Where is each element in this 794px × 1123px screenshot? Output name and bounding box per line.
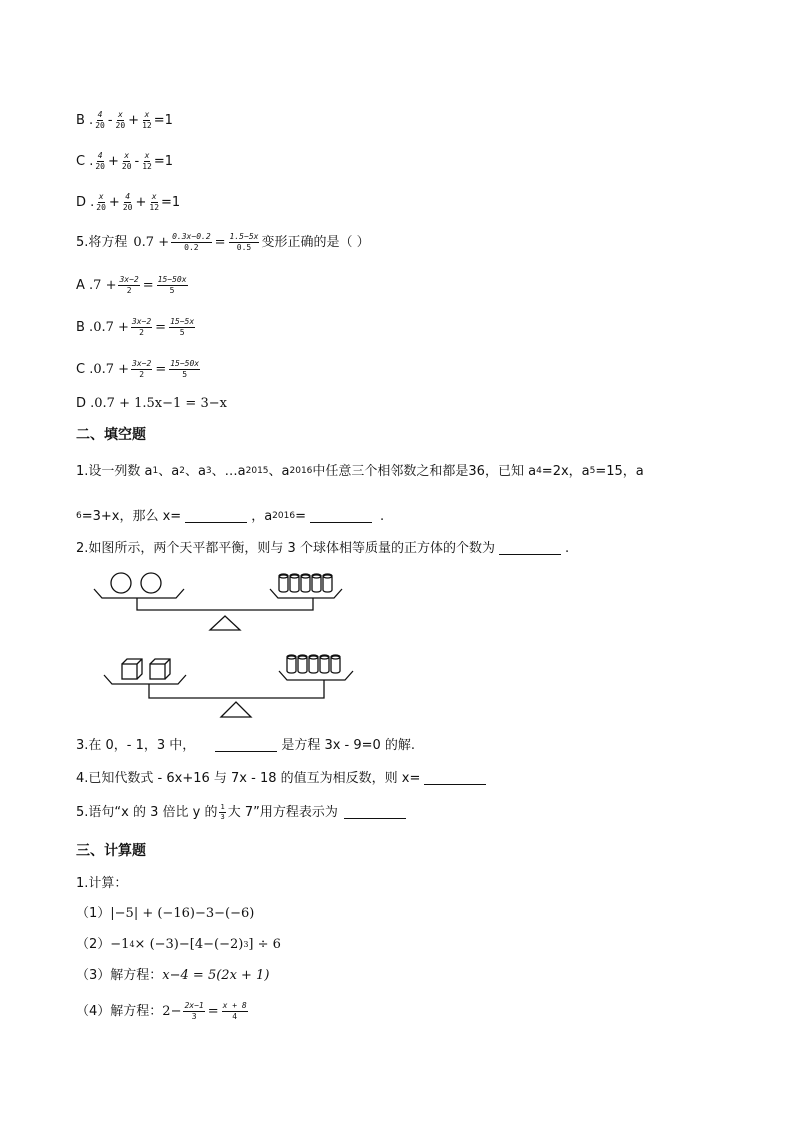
option-d: D . $\frac{x}{20}$ + $\frac{4}{20}$ + $\frac{x}{12}$ =1 [76,192,181,212]
calc-part-3: （3） 解方程： x−4 = 5(2x + 1) [76,968,270,983]
q5-option-d: D . 0.7 + 1.5x−1 = 3−x [76,396,227,411]
pan-left [104,675,186,684]
pan-left [94,589,184,598]
question-5: 5.将方程 0.7 + $\frac{0.3x-0.2}{0.2}$ = $\frac{1.5-5x}{0.5}$ 变形正确的是（ ） [76,232,370,252]
section-title-fill: 二、填空题 [76,427,146,443]
answer-blank[interactable] [185,510,247,523]
sphere-icon [141,573,161,593]
fill-4: 4.已知代数式 - 6x+16 与 7x - 18 的值互为相反数，则 x= [76,772,490,785]
fulcrum-icon [221,702,251,717]
option-b: B . $\frac{4}{20}$ - $\frac{x}{20}$ + $\frac{x}{12}$ =1 [76,110,173,130]
fill-5: 5.语句“x 的 3 倍比 y 的 $\frac{1}{3}$ 大 7”用方程表示为 [76,804,410,821]
fraction: $\frac{x}{12}$ [142,151,152,171]
q5-option-b: B . 0.7 + $\frac{3x-2}{2}$ = $\frac{15-5x}{5}$ [76,317,195,337]
fraction: $\frac{4}{20}$ [95,151,105,171]
balance-top [94,573,342,630]
fraction: $\frac{x}{20}$ [96,192,106,212]
fill-1-line-2: 6 =3+x，那么 x= ，a 2016 = . [76,509,385,524]
fraction: $\frac{4}{20}$ [95,110,105,130]
beam [137,598,313,610]
calc-part-2: （2） −1 4 × (−3)−[4−(−2) 3 ] ÷ 6 [76,937,281,952]
answer-blank[interactable] [215,739,277,752]
fill-1-line-1: 1.设一列数 a 1 、a 2 、a 3 、…a 2015 、a 2016 中任意三个相邻数之和都是36，已知 a 4 =2x，a 5 =15，a [76,464,644,479]
fraction: $\frac{x}{20}$ [121,151,132,171]
answer-blank[interactable] [344,806,406,819]
option-c: C . $\frac{4}{20}$ + $\frac{x}{20}$ - $\frac{x}{12}$ =1 [76,151,174,171]
q5-option-c: C . 0.7 + $\frac{3x-2}{2}$ = $\frac{15-50x}{5}$ [76,359,200,379]
fraction: $\frac{0.3x-0.2}{0.2}$ [172,232,211,252]
fill-2: 2.如图所示，两个天平都平衡，则与 3 个球体相等质量的正方体的个数为 . [76,541,570,556]
cylinders-group [279,574,332,592]
fraction: $\frac{3x-2}{2}$ [119,275,139,295]
fraction: $\frac{1.5-5x}{0.5}$ [229,232,259,252]
calc-part-1: （1） |−5| + (−16)−3−(−6) [76,906,255,921]
calc-part-4: （4） 解方程： 2− $\frac{2x-1}{3}$ = $\frac{x + 8}{4}$ [76,1001,247,1021]
q5-option-a: A . 7 + $\frac{3x-2}{2}$ = $\frac{15-50x}{5}$ [76,275,187,295]
cube-icon [150,659,170,679]
fraction: $\frac{x}{12}$ [142,110,152,130]
fraction: $\frac{15-5x}{5}$ [170,317,195,337]
answer-blank[interactable] [424,772,486,785]
answer-blank[interactable] [310,510,372,523]
fraction: $\frac{2x-1}{3}$ [184,1001,204,1021]
balance-diagram [90,568,390,720]
fulcrum-icon [210,616,240,630]
fill-3: 3.在 0，- 1，3 中， 是方程 3x - 9=0 的解. [76,738,416,753]
fraction: $\frac{15-50x}{5}$ [157,275,187,295]
section-title-calc: 三、计算题 [76,843,146,859]
sphere-icon [111,573,131,593]
cube-icon [122,659,142,679]
fraction: $\frac{x}{20}$ [115,110,126,130]
fraction: $\frac{3x-2}{2}$ [132,359,152,379]
fraction: $\frac{1}{3}$ [220,803,225,821]
answer-blank[interactable] [499,542,561,555]
beam [149,680,324,698]
cylinders-group [287,655,340,673]
fraction: $\frac{x + 8}{4}$ [222,1001,247,1021]
fraction: $\frac{4}{20}$ [122,192,133,212]
fraction: $\frac{x}{12}$ [149,192,160,212]
balance-bottom [104,655,353,717]
fraction: $\frac{3x-2}{2}$ [131,317,152,337]
calc-intro: 1.计算： [76,876,128,891]
pan-right [270,589,342,598]
fraction: $\frac{15-50x}{5}$ [170,359,200,379]
